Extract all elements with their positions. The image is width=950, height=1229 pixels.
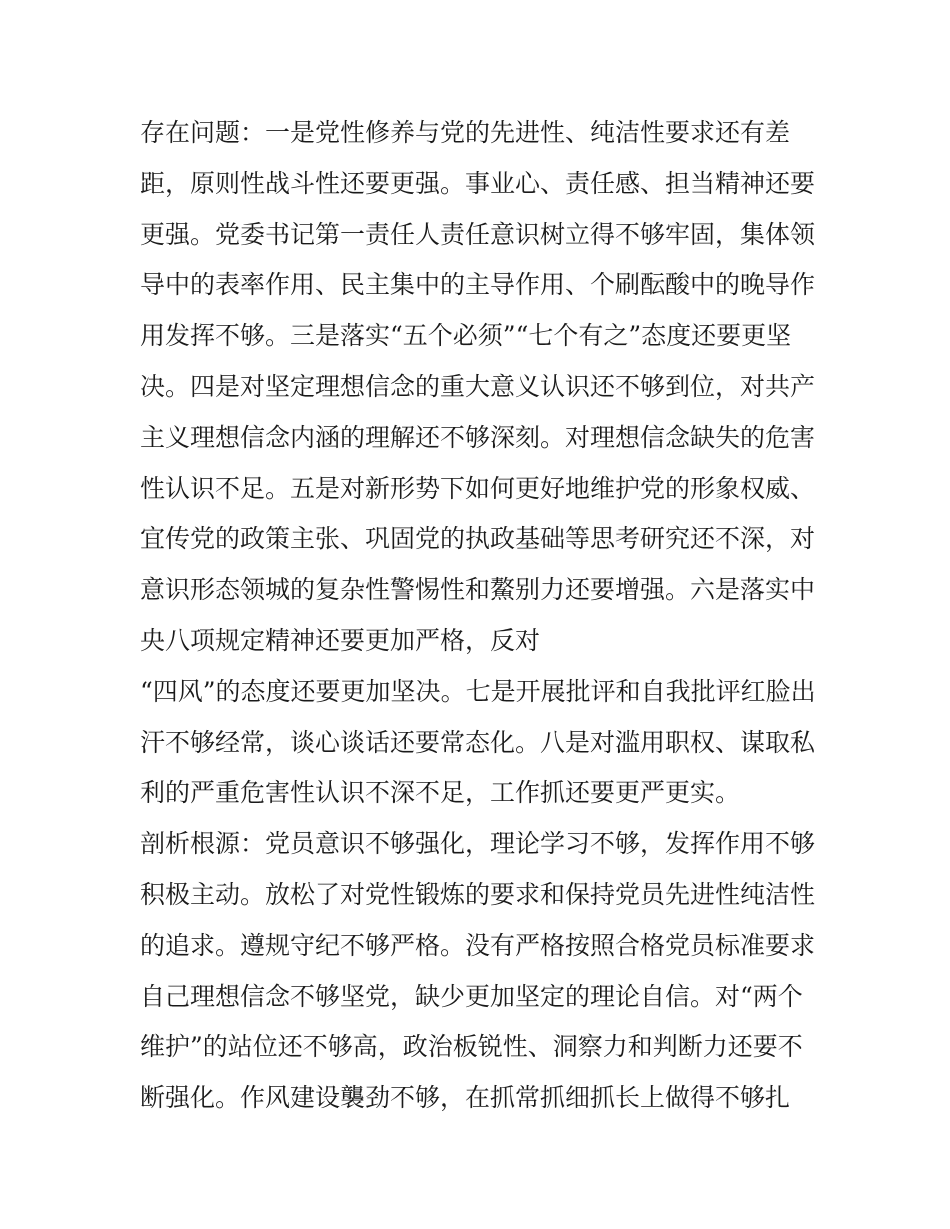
text-line: 汗不够经常，谈心谈话还要常态化。八是对滥用职权、谋取私 bbox=[140, 727, 816, 757]
text-line: “四风”的态度还要更加坚决。七是开展批评和自我批评红脸出 bbox=[140, 676, 816, 706]
text-line: 剖析根源：党员意识不够强化，理论学习不够，发挥作用不够 bbox=[140, 829, 816, 859]
text-line: 主义理想信念内涵的理解还不够深刻。对理想信念缺失的危害 bbox=[140, 422, 816, 452]
text-line: 积极主动。放松了对党性锻炼的要求和保持党员先进性纯洁性 bbox=[140, 879, 816, 909]
text-line: 性认识不足。五是对新形势下如何更好地维护党的形象权威、 bbox=[140, 473, 816, 503]
body-text bbox=[140, 108, 820, 1124]
text-line: 用发挥不够。三是落实“五个必须”“七个有之”态度还要更坚 bbox=[140, 321, 792, 351]
text-line: 意识形态领城的复杂性警惕性和鰲别力还要增强。六是落实中 bbox=[140, 575, 816, 605]
text-line: 维护”的站位还不够高，政治板锐性、洞察力和判断力还要不 bbox=[140, 1032, 803, 1062]
text-line: 距，原则性战斗性还要更强。事业心、责任感、担当精神还要 bbox=[140, 168, 816, 198]
text-line: 的追求。遵规守纪不够严格。没有严格按照合格党员标准要求 bbox=[140, 930, 816, 960]
text-line: 更强。党委书记第一责任人责任意识树立得不够牢固，集体领 bbox=[140, 219, 816, 249]
text-line: 宜传党的政策主张、巩固党的执政基础等思考研究还不深，对 bbox=[140, 524, 816, 554]
text-line: 决。四是对坚定理想信念的重大意义认识还不够到位，对共产 bbox=[140, 371, 816, 401]
text-line: 存在问题：一是党性修养与党的先进性、纯洁性要求还有差 bbox=[140, 118, 791, 147]
text-line: 自己理想信念不够坚党，缺少更加坚定的理论自信。对“两个 bbox=[140, 981, 803, 1011]
text-line: 央八项规定精神还要更加严格，反对 bbox=[140, 625, 541, 655]
text-line: 导中的表率作用、民主集中的主导作用、个刷酝酸中的晚导作 bbox=[140, 270, 816, 300]
text-line: 断强化。作风建设襲劲不够，在抓常抓细抓长上做得不够扎 bbox=[140, 1083, 791, 1113]
text-line: 利的严重危害性认识不深不足，工作抓还要更严更实。 bbox=[140, 778, 741, 808]
